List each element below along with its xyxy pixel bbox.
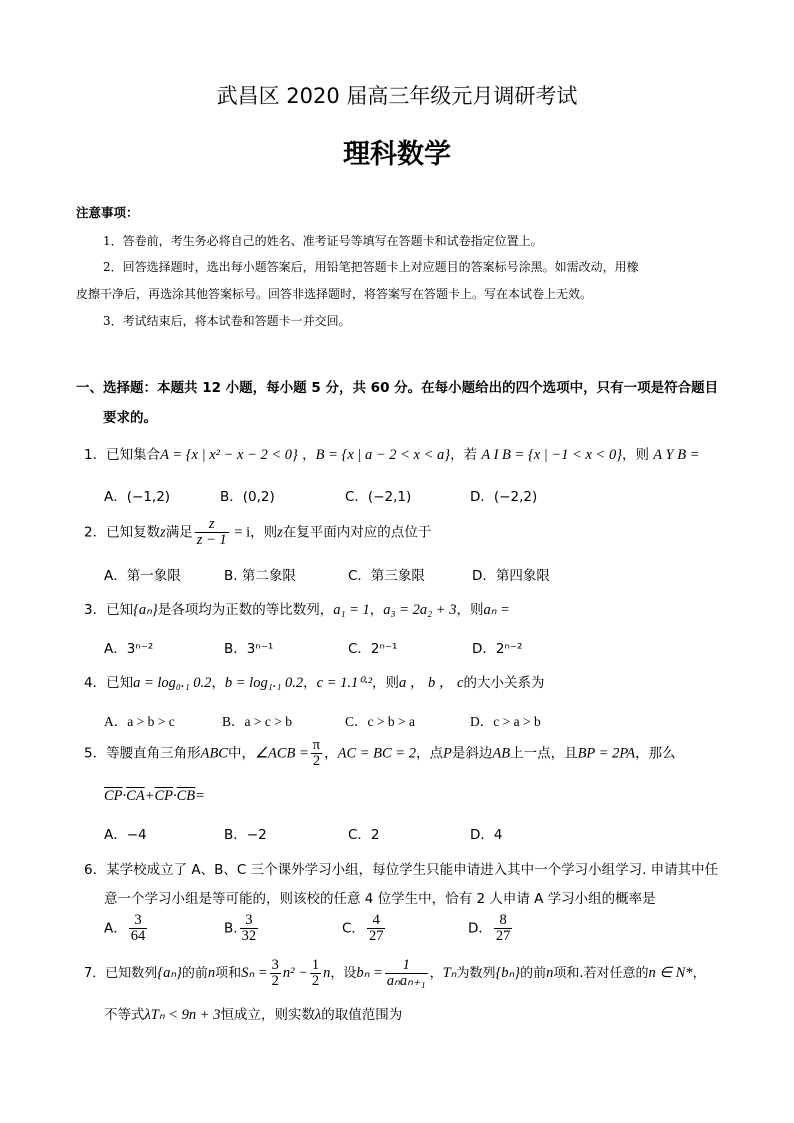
- q3-option-a: A．3ⁿ⁻²: [104, 641, 154, 657]
- q7-frac2-den: 2: [311, 973, 320, 989]
- q2-fraction: [195, 517, 229, 548]
- q7-frac2: [310, 958, 321, 989]
- exam-title: 武昌区 2020 届高三年级元月调研考试: [216, 84, 578, 108]
- q7-frac1-num: 3: [271, 957, 279, 973]
- q6-option-c-label: C．: [342, 920, 365, 937]
- q6-c-den: 27: [368, 928, 384, 944]
- q4-option-b: B．a > c > b: [222, 714, 292, 729]
- q1-prefix: 1．已知集合: [84, 447, 161, 463]
- q7-seqb: {bₙ}: [495, 965, 521, 981]
- q7-lambda: λ: [314, 1007, 322, 1023]
- q5-dot1: ·: [122, 788, 127, 804]
- q4-text1: ，则: [372, 675, 400, 691]
- question-2: [84, 517, 431, 548]
- q2-option-d: D．第四象限: [472, 568, 550, 584]
- q4-option-a: A．a > b > c: [104, 714, 175, 729]
- q2-eq: = i: [230, 524, 251, 541]
- q6-option-a: [104, 913, 149, 944]
- q5-vec-cp1: $\overline{CP}$: [104, 788, 123, 804]
- q2-option-c: C．第三象限: [348, 568, 425, 584]
- q4-prefix: 4．已知: [84, 675, 134, 691]
- q6-option-a-fraction: [129, 913, 148, 944]
- q7-text4: ，: [429, 966, 443, 981]
- q5-sides: AC = BC = 2: [337, 745, 416, 762]
- q2-denominator: z − 1: [196, 532, 227, 548]
- q7-seq: {aₙ}: [157, 965, 182, 981]
- section-heading-line2: 要求的。: [103, 410, 157, 426]
- q5-two: 2: [312, 753, 321, 769]
- q5-vec-cb: $\overline{CB}$: [176, 788, 196, 804]
- q5-text4: 上一点，且: [510, 745, 578, 762]
- q1-option-b: B．(0,2): [220, 489, 275, 505]
- q1-option-a: A．(−1,2): [104, 489, 171, 505]
- q2-text3: 在复平面内对应的点位于: [282, 524, 432, 541]
- q6-option-d: [468, 913, 514, 944]
- q1-set-b: B = {x | a − 2 < x < a}: [315, 447, 451, 463]
- question-6-line2: 意一个学习小组是等可能的，则该校的任意 4 位学生中，恰有 2 人申请 A 学习小组的概率是: [104, 891, 656, 907]
- q1-option-d: D．(−2,2): [470, 489, 538, 505]
- q1-condition: A I B = {x | −1 < x < 0}: [481, 447, 622, 463]
- q6-option-c-fraction: [367, 913, 386, 944]
- q7-frac1-den: 2: [271, 973, 279, 989]
- q7-text5: 为数列: [456, 966, 496, 981]
- question-3: [84, 598, 510, 619]
- q7-text6: 的前: [520, 966, 547, 981]
- q3-text1: 是各项均为正数的等比数列，: [157, 602, 334, 618]
- q6-option-c: [342, 913, 387, 944]
- q2-option-a: A．第一象限: [104, 568, 181, 584]
- q3-option-d: D．2ⁿ⁻²: [472, 641, 523, 657]
- q7-bn-den: aₙaₙ₊₁: [386, 973, 426, 989]
- q2-numerator: z: [195, 517, 229, 533]
- q1-sep: ，: [297, 447, 316, 463]
- notice-item-2a: 2．回答选择题时，选出每小题答案后，用铅笔把答题卡上对应题目的答案标号涂黑。如需改动，用橡: [103, 260, 639, 274]
- q5-point-p: P: [443, 745, 452, 762]
- q4-sep1: ，: [211, 675, 225, 691]
- q5-vec-cp2: $\overline{CP}$: [154, 788, 174, 804]
- q7-bn-num: 1: [385, 958, 428, 974]
- q5-ratio: BP = 2PA: [577, 745, 636, 762]
- q3-option-b: B．3ⁿ⁻¹: [224, 641, 274, 657]
- q6-option-b-fraction: [240, 913, 259, 944]
- subject-title: 理科数学: [343, 139, 451, 170]
- q7-bn-frac: [385, 958, 428, 989]
- q6-d-den: 27: [495, 928, 511, 944]
- q1-option-c: C．(−2,1): [345, 489, 412, 505]
- q3-c2: a₃ = 2a₂ + 3: [383, 602, 457, 618]
- q7-text7: 项和.若对任意的: [553, 966, 649, 981]
- q6-a-den: 64: [130, 928, 146, 944]
- q5-hyp: AB: [492, 745, 511, 762]
- q5-text1: 中，: [227, 745, 255, 762]
- q7-frac1: [270, 958, 281, 989]
- q4-option-d: D．c > a > b: [470, 714, 541, 729]
- q7-prefix: 7．已知数列: [84, 966, 158, 981]
- q6-b-den: 32: [241, 928, 257, 944]
- q5-option-a: A．−4: [104, 827, 147, 843]
- q6-c-num: 4: [367, 913, 386, 929]
- q1-set-a: A = {x | x² − x − 2 < 0}: [160, 447, 298, 463]
- q4-sep2: ，: [303, 675, 317, 691]
- q7-n1: n: [323, 965, 331, 981]
- q7-text8: ，: [692, 966, 706, 981]
- q6-option-d-fraction: [494, 913, 513, 944]
- q5-plus: +: [144, 788, 155, 804]
- q3-text2: ，则: [456, 602, 484, 618]
- q5-text5: ，那么: [635, 745, 676, 762]
- q7-n: n: [207, 965, 216, 981]
- q6-d-num: 8: [494, 913, 513, 929]
- q4-option-c: C．c > b > a: [345, 714, 415, 729]
- section-heading-line1: 一、选择题：本题共 12 小题，每小题 5 分，共 60 分。在每小题给出的四个选项中，只有一项是符合题目: [76, 380, 719, 396]
- q7-line2b: 恒成立，则实数: [220, 1007, 315, 1023]
- q3-option-c: C．2ⁿ⁻¹: [348, 641, 398, 657]
- q4-b: b = log₁.₁ 0.2: [224, 675, 304, 691]
- q2-z2: z: [277, 524, 283, 541]
- q5-vec-ca: $\overline{CA}$: [126, 788, 145, 804]
- notice-item-1: 1．答卷前，考生务必将自己的姓名、准考证号等填写在答题卡和试卷指定位置上。: [103, 234, 543, 248]
- q5-pi: π: [312, 737, 321, 753]
- question-7-line2: [104, 1003, 402, 1024]
- notice-item-3: 3．考试结束后，将本试卷和答题卡一并交回。: [103, 314, 351, 328]
- q7-frac2-num: 1: [311, 957, 320, 973]
- q4-text2: 的大小关系为: [463, 675, 545, 691]
- q3-sep: ，: [369, 602, 384, 618]
- q4-vars: a ， b ， c: [399, 675, 464, 691]
- notice-item-2b: 皮擦干净后，再选涂其他答案标号。回答非选择题时，将答案写在答题卡上。写在本试卷上无效。: [76, 287, 593, 301]
- q6-a-num: 3: [129, 913, 148, 929]
- q7-tn: Tₙ: [442, 965, 457, 981]
- q5-option-d: D．4: [470, 827, 503, 843]
- q6-option-d-label: D．: [468, 920, 492, 937]
- q5-option-c: C．2: [348, 827, 380, 843]
- notice-heading: 注意事项：: [76, 205, 139, 220]
- q5-text2: ，点: [416, 745, 443, 762]
- q3-seq: {aₙ}: [133, 602, 158, 618]
- question-4: [84, 671, 544, 692]
- q7-text1: 的前: [181, 966, 208, 981]
- q1-ask: A Y B =: [653, 447, 700, 463]
- q5-option-b: B．−2: [224, 827, 267, 843]
- q1-end: ，则: [622, 447, 654, 463]
- q2-prefix: 2．已知复数: [84, 524, 161, 541]
- q5-prefix: 5．等腰直角三角形: [84, 745, 201, 762]
- q5-expression: [104, 788, 205, 805]
- question-1: [84, 443, 699, 464]
- q1-mid: ，若: [450, 447, 482, 463]
- q3-c1: a₁ = 1: [333, 602, 370, 618]
- q7-sn: Sₙ =: [241, 965, 268, 981]
- q5-dot2: ·: [173, 788, 177, 804]
- q5-text3: 是斜边: [451, 745, 493, 762]
- q2-text1: 满足: [165, 524, 193, 541]
- q3-prefix: 3．已知: [84, 602, 134, 618]
- q7-n-b: n: [546, 965, 554, 981]
- question-5: 5．等腰直角三角形ABC中，∠ACB = $\frac{\pi}{2}$ ，AC = BC = 2，点P是斜边AB上一点，且BP = 2PA，那么: [84, 737, 676, 769]
- q2-option-b: B. 第二象限: [224, 568, 296, 584]
- q7-line2c: 的取值范围为: [321, 1007, 403, 1023]
- q6-b-num: 3: [240, 913, 259, 929]
- q7-text3: ，设: [330, 966, 357, 981]
- q2-z: z: [160, 524, 166, 541]
- q7-bn: bₙ =: [356, 965, 383, 981]
- q4-c: c = 1.1⁰·²: [316, 675, 373, 691]
- q7-nN: n ∈ N*: [648, 965, 693, 981]
- q7-line2a: 不等式: [104, 1007, 145, 1023]
- q7-n2: n² −: [282, 965, 308, 981]
- q5-angle-fraction: [311, 738, 322, 769]
- q5-angle: ∠ACB =: [254, 745, 309, 762]
- q7-text2: 项和: [215, 966, 242, 981]
- q7-ineq: λTₙ < 9n + 3: [144, 1007, 221, 1023]
- q6-option-a-label: A．: [104, 920, 127, 937]
- q6-option-b-label: B.: [224, 920, 238, 937]
- q4-a: a = log₀.₁ 0.2: [133, 675, 212, 691]
- question-7-line1: [84, 958, 706, 989]
- q6-option-b: [224, 913, 260, 944]
- q2-text2: ，则: [250, 524, 278, 541]
- q3-ask: aₙ =: [483, 602, 510, 618]
- q5-triangle: ABC: [200, 745, 228, 762]
- question-6-line1: 6．某学校成立了 A、B、C 三个课外学习小组，每位学生只能申请进入其中一个学习小组学习. 申请其中任: [84, 862, 719, 878]
- q5-eq: =: [195, 788, 205, 804]
